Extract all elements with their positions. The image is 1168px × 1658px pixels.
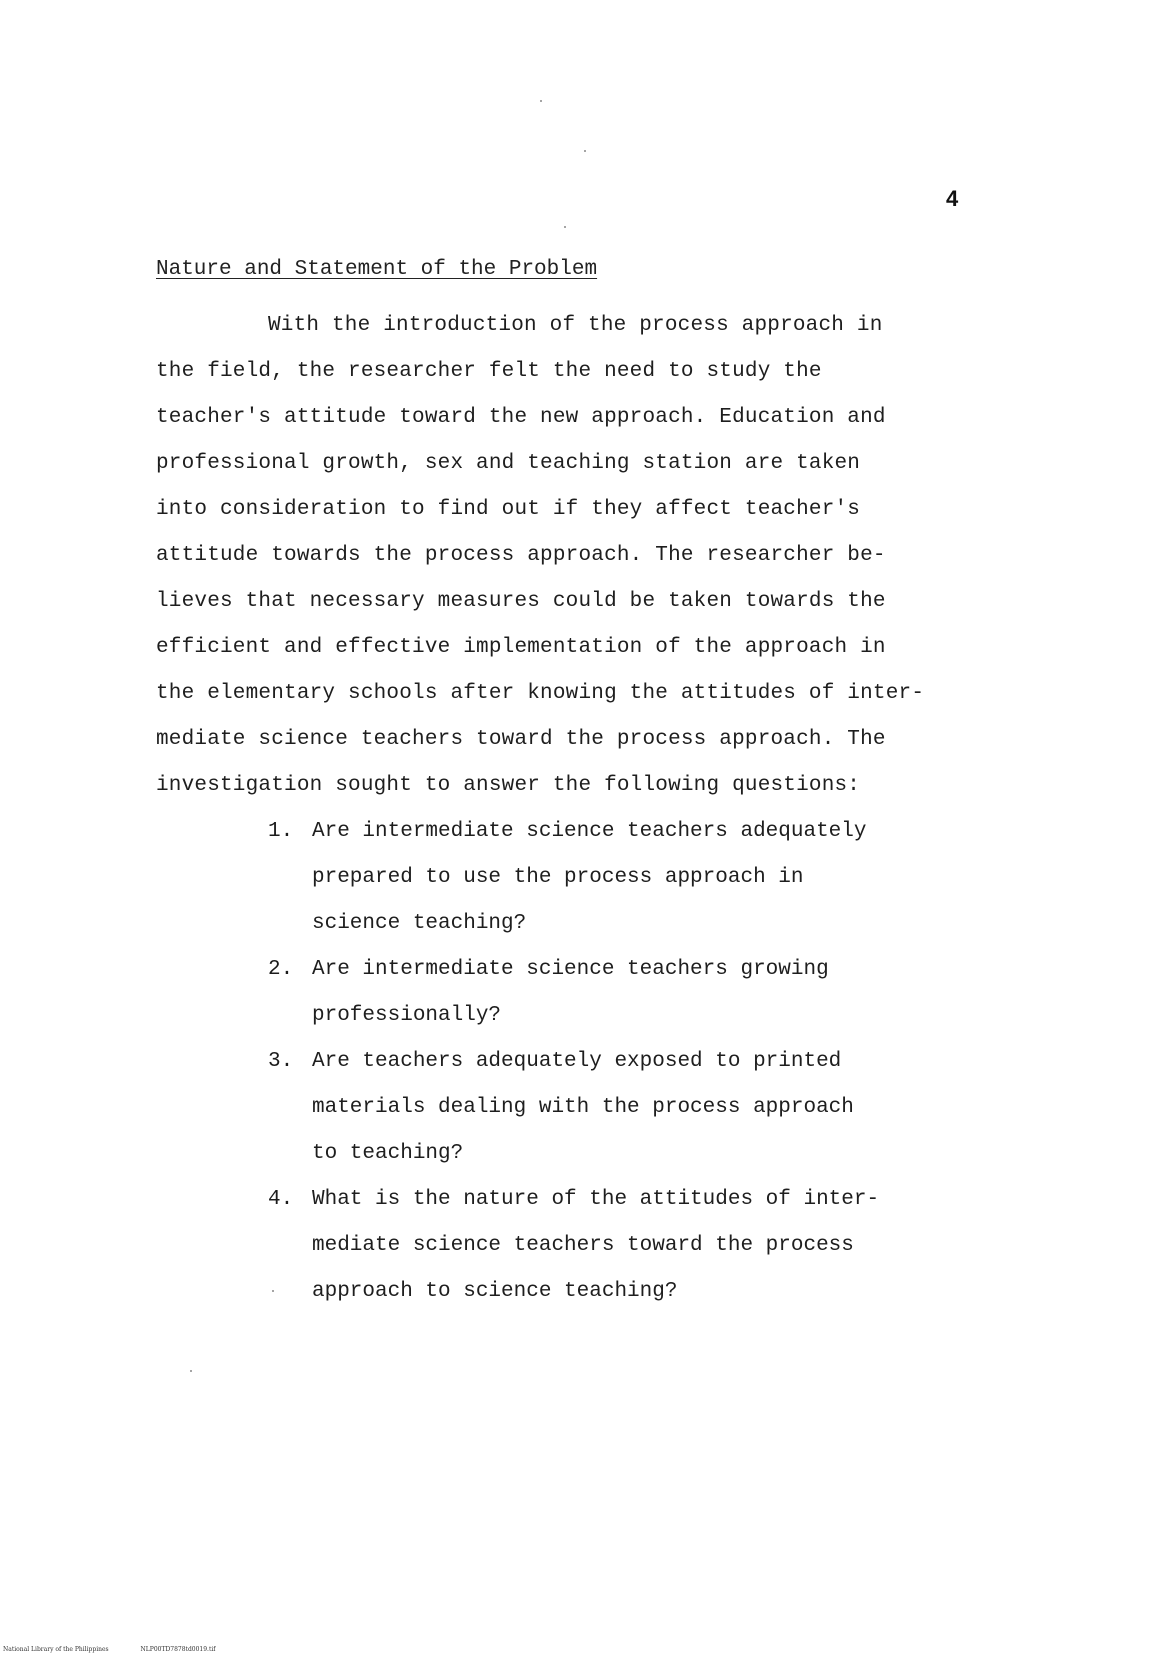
paragraph-line: professional growth, sex and teaching station are taken — [156, 452, 861, 475]
question-line: What is the nature of the attitudes of inter- — [312, 1188, 880, 1211]
paragraph-line: With the introduction of the process approach in — [268, 314, 883, 337]
question-line: Are intermediate science teachers growing — [312, 958, 829, 981]
paragraph-line: the field, the researcher felt the need to study the — [156, 360, 822, 383]
page-number: 4 — [946, 186, 959, 211]
question-number: 3. — [268, 1050, 294, 1073]
scan-speck — [564, 226, 566, 228]
paragraph-line: lieves that necessary measures could be taken towards the — [156, 590, 886, 613]
paragraph-line: the elementary schools after knowing the attitudes of inter- — [156, 682, 925, 705]
scan-speck — [272, 1290, 274, 1292]
paragraph-line: efficient and effective implementation of the approach in — [156, 636, 886, 659]
question-line: prepared to use the process approach in — [312, 866, 804, 889]
section-heading: Nature and Statement of the Problem — [156, 258, 598, 281]
footer-file-id: NLP00TD7878td0019.tif — [140, 1646, 216, 1653]
question-line: to teaching? — [312, 1142, 464, 1165]
question-line: science teaching? — [312, 912, 527, 935]
scan-speck — [540, 100, 542, 102]
paragraph-line: into consideration to find out if they affect teacher's — [156, 498, 861, 521]
question-line: materials dealing with the process approach — [312, 1096, 854, 1119]
question-number: 1. — [268, 820, 294, 843]
scan-speck — [584, 150, 586, 152]
question-line: Are intermediate science teachers adequately — [312, 820, 867, 843]
paragraph-line: attitude towards the process approach. The researcher be- — [156, 544, 886, 567]
question-number: 2. — [268, 958, 294, 981]
paragraph-line: investigation sought to answer the following questions: — [156, 774, 861, 797]
question-number: 4. — [268, 1188, 294, 1211]
footer-library: National Library of the Philippines — [3, 1646, 109, 1653]
scan-speck — [190, 1370, 192, 1372]
scan-footer — [3, 1646, 246, 1653]
question-line: professionally? — [312, 1004, 502, 1027]
question-line: approach to science teaching? — [312, 1280, 678, 1303]
paragraph-line: mediate science teachers toward the process approach. The — [156, 728, 886, 751]
question-line: mediate science teachers toward the process — [312, 1234, 854, 1257]
question-line: Are teachers adequately exposed to printed — [312, 1050, 842, 1073]
paragraph-line: teacher's attitude toward the new approach. Education and — [156, 406, 886, 429]
